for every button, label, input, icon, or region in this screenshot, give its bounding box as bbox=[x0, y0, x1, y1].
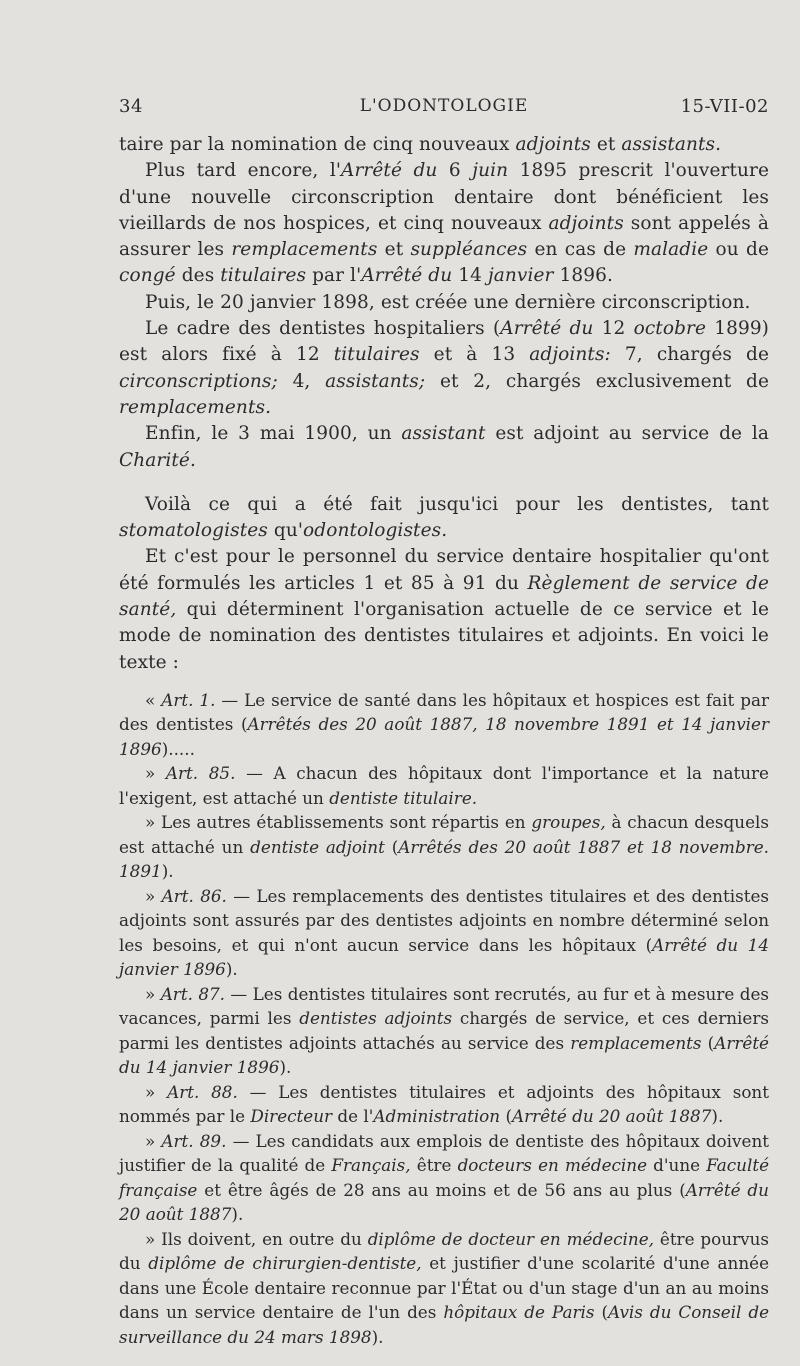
italic-text: Français, bbox=[331, 1155, 411, 1176]
italic-text: octobre bbox=[633, 318, 706, 340]
paragraph bbox=[119, 316, 769, 421]
paragraph bbox=[119, 158, 769, 289]
quoted-article bbox=[119, 884, 769, 982]
quoted-article bbox=[119, 1129, 769, 1227]
italic-text: Arrêté du 20 août 1887 bbox=[512, 1106, 712, 1127]
text-run: ). bbox=[225, 959, 238, 980]
text-run: des bbox=[175, 265, 221, 287]
quoted-article bbox=[119, 1227, 769, 1350]
text-run: » bbox=[145, 763, 166, 784]
text-run: en cas de bbox=[527, 239, 634, 261]
text-run: « bbox=[145, 689, 162, 710]
italic-text: janvier bbox=[487, 265, 554, 287]
italic-text: Arrêtés des 20 août 1887, 18 novembre 1891 et 14 janvier 1896 bbox=[119, 714, 769, 759]
quoted-article bbox=[119, 688, 769, 762]
italic-text: adjoints: bbox=[529, 344, 611, 366]
text-run: et être âgés de 28 ans au moins et de 56 ans au plus ( bbox=[197, 1179, 686, 1200]
italic-text: Arrêté du 20 août 1887 bbox=[119, 1179, 769, 1225]
text-run: 7, chargés de bbox=[610, 344, 769, 366]
text-run: ). bbox=[711, 1106, 724, 1127]
quoted-article bbox=[119, 1080, 769, 1129]
text-run: ). bbox=[279, 1057, 292, 1078]
italic-text: Art. 85. bbox=[165, 763, 236, 784]
italic-text: Art. 86. bbox=[161, 885, 227, 906]
text-run: Puis, le 20 janvier 1898, est créée une dernière circonscription. bbox=[145, 291, 751, 313]
body-text bbox=[119, 132, 769, 676]
text-run: Plus tard encore, l' bbox=[145, 160, 342, 182]
italic-text: remplacements bbox=[570, 1032, 702, 1053]
text-run: 6 bbox=[437, 160, 473, 182]
text-run: 14 bbox=[452, 265, 488, 287]
italic-text: adjoints bbox=[548, 212, 624, 234]
italic-text: remplacements. bbox=[119, 396, 272, 418]
text-run: Le cadre des dentistes hospitaliers ( bbox=[145, 318, 501, 340]
text-run: 12 bbox=[593, 318, 634, 340]
text-run: — Le service de santé dans les hôpitaux et hospices est fait par des dentistes ( bbox=[119, 689, 769, 735]
italic-text: Directeur bbox=[250, 1106, 333, 1127]
italic-text: Charité. bbox=[119, 449, 196, 471]
text-run: Voilà ce qui a été fait jusqu'ici pour les dentistes, tant bbox=[145, 493, 769, 515]
italic-text: Art. 1. bbox=[161, 689, 216, 710]
text-run: ). bbox=[161, 861, 174, 882]
text-run: ( bbox=[594, 1302, 608, 1323]
paragraph bbox=[119, 421, 769, 474]
italic-text: assistant bbox=[401, 423, 486, 445]
text-run: être pourvus du bbox=[119, 1228, 769, 1274]
text-run: — A chacun des hôpitaux dont l'importance et la nature l'exigent, est attaché un bbox=[119, 763, 769, 808]
italic-text: odontologistes. bbox=[303, 520, 448, 542]
italic-text: congé bbox=[119, 265, 176, 287]
italic-text: Art. 87. bbox=[160, 983, 226, 1004]
italic-text: Administration bbox=[373, 1106, 501, 1127]
text-run: » bbox=[145, 1130, 162, 1151]
italic-text: diplôme de docteur en médecine, bbox=[367, 1228, 654, 1249]
text-run: — Les remplacements des dentistes titulaires et des dentistes adjoints sont assurés par des dentistes adjoints en nombre déterminé selon les besoins, et qui n'ont aucun service dans les hôpitaux ( bbox=[119, 885, 769, 955]
italic-text: Faculté française bbox=[119, 1155, 770, 1200]
text-run: ( bbox=[500, 1106, 512, 1127]
italic-text: titulaires bbox=[220, 265, 307, 287]
text-run: ( bbox=[701, 1032, 715, 1053]
paragraph bbox=[119, 132, 769, 158]
text-run: sont appelés à assurer les bbox=[119, 212, 769, 261]
text-run: par l' bbox=[306, 265, 362, 287]
text-run: 1896. bbox=[553, 265, 613, 287]
italic-text: Règlement de service de santé, bbox=[119, 572, 769, 621]
text-run: » bbox=[145, 983, 161, 1004]
text-run: être bbox=[410, 1155, 458, 1176]
running-head bbox=[119, 96, 769, 120]
italic-text: circonscriptions; bbox=[119, 370, 278, 392]
text-run: et justifier d'une scolarité d'une année dans une École dentaire reconnue par l'État ou d'un stage d'un an au moins dans un service dentaire de l'un des bbox=[119, 1253, 769, 1323]
italic-text: assistants; bbox=[325, 370, 426, 392]
text-run: et 2, chargés exclusivement de bbox=[425, 370, 769, 392]
text-run: Et c'est pour le personnel du service dentaire hospitalier qu'ont été formulés les articles 1 et 85 à 91 du bbox=[119, 546, 769, 594]
text-run: et bbox=[590, 134, 622, 155]
text-run: ( bbox=[384, 836, 399, 857]
text-run: et à 13 bbox=[419, 344, 530, 366]
text-run: ). bbox=[371, 1326, 384, 1347]
italic-text: dentiste titulaire. bbox=[329, 787, 478, 808]
text-run: » Les autres établissements sont répartis en bbox=[145, 812, 532, 833]
quoted-article bbox=[119, 761, 769, 810]
italic-text: dentiste adjoint bbox=[250, 836, 385, 857]
text-run: d'une bbox=[647, 1155, 707, 1176]
quoted-article bbox=[119, 982, 769, 1080]
text-run: taire par la nomination de cinq nouveaux bbox=[119, 134, 516, 155]
page-number: 34 bbox=[119, 96, 143, 117]
regulation-quote bbox=[119, 688, 769, 1350]
text-run: » Ils doivent, en outre du bbox=[145, 1228, 368, 1249]
text-run: de l' bbox=[332, 1106, 374, 1127]
italic-text: suppléances bbox=[410, 239, 528, 261]
italic-text: Arrêté du bbox=[361, 265, 453, 287]
text-run: qu' bbox=[267, 520, 304, 542]
text-run: — Les candidats aux emplois de dentiste des hôpitaux doivent justifier de la qualité de bbox=[119, 1130, 769, 1176]
italic-text: Arrêté du 14 janvier 1896 bbox=[119, 934, 769, 980]
italic-text: hôpitaux de Paris bbox=[443, 1302, 595, 1323]
italic-text: Arrêté du 14 janvier 1896 bbox=[119, 1032, 769, 1078]
italic-text: docteurs en médecine bbox=[457, 1155, 648, 1176]
italic-text: Art. 88. bbox=[167, 1081, 238, 1102]
text-run: et bbox=[377, 239, 411, 261]
italic-text: titulaires bbox=[333, 344, 420, 366]
journal-title: L'ODONTOLOGIE bbox=[359, 96, 529, 116]
italic-text: maladie bbox=[633, 239, 709, 261]
text-run: 4, bbox=[277, 370, 326, 392]
text-run: — Les dentistes titulaires et adjoints des hôpitaux sont nommés par le bbox=[119, 1081, 769, 1127]
paragraph bbox=[119, 290, 769, 316]
italic-text: juin bbox=[472, 160, 509, 182]
text-run: ou de bbox=[708, 239, 769, 261]
text-run: 1895 prescrit l'ouverture d'une nouvelle circonscription dentaire dont bénéficient les vieillards de nos hospices, et cinq nouveaux bbox=[119, 160, 769, 234]
italic-text: dentistes adjoints bbox=[299, 1008, 453, 1029]
italic-text: stomatologistes bbox=[119, 520, 268, 542]
italic-text: groupes, bbox=[531, 812, 606, 833]
section-gap bbox=[119, 474, 769, 492]
text-run: — Les dentistes titulaires sont recrutés, au fur et à mesure des vacances, parmi les bbox=[119, 983, 769, 1029]
text-run: est adjoint au service de la bbox=[485, 423, 769, 445]
quoted-article bbox=[119, 810, 769, 884]
text-run: » bbox=[145, 1081, 168, 1102]
italic-text: assistants. bbox=[621, 134, 722, 155]
text-run: » bbox=[145, 885, 162, 906]
issue-date: 15-VII-02 bbox=[680, 96, 769, 117]
italic-text: remplacements bbox=[231, 239, 378, 261]
paragraph bbox=[119, 492, 769, 545]
italic-text: Arrêté du bbox=[341, 160, 438, 182]
text-run: chargés de service, et ces derniers parmi les dentistes adjoints attachés au service des bbox=[119, 1008, 769, 1053]
italic-text: Avis du Conseil de surveillance du 24 mars 1898 bbox=[119, 1302, 770, 1347]
italic-text: adjoints bbox=[515, 134, 591, 155]
italic-text: diplôme de chirurgien-dentiste, bbox=[148, 1253, 422, 1274]
paragraph bbox=[119, 544, 769, 675]
text-run: )..... bbox=[161, 738, 195, 759]
text-run: ). bbox=[231, 1204, 244, 1225]
italic-text: Art. 89. bbox=[161, 1130, 227, 1151]
italic-text: Arrêté du bbox=[500, 318, 594, 340]
text-run: à chacun desquels est attaché un bbox=[119, 812, 769, 857]
text-run: Enfin, le 3 mai 1900, un bbox=[145, 423, 402, 445]
page bbox=[119, 96, 769, 1349]
text-run: 1899) est alors fixé à 12 bbox=[119, 318, 770, 366]
text-run: qui déterminent l'organisation actuelle de ce service et le mode de nomination des dentistes titulaires et adjoints. En voici le texte : bbox=[119, 599, 769, 673]
italic-text: Arrêtés des 20 août 1887 et 18 novembre. 1891 bbox=[119, 836, 770, 882]
